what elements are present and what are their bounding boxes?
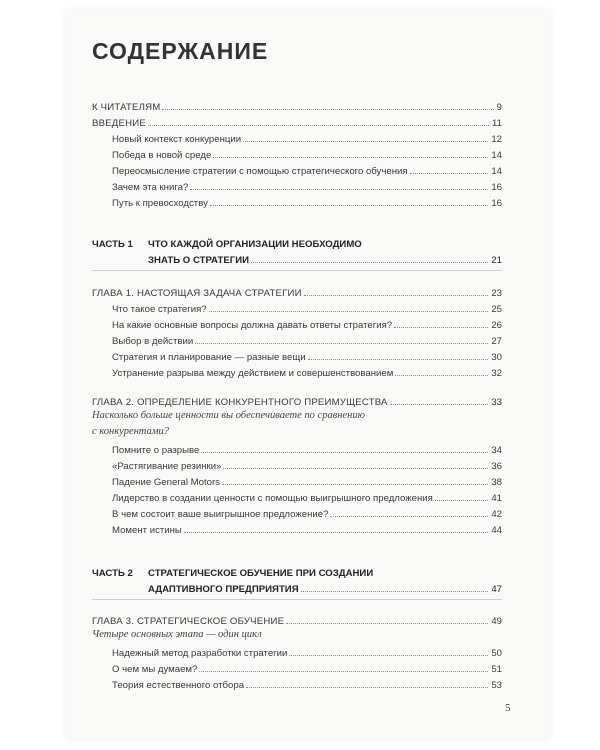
toc-subentry bbox=[92, 129, 502, 145]
toc-subentry bbox=[92, 456, 502, 472]
toc-chapter-3 bbox=[92, 611, 502, 691]
dot-leader bbox=[251, 262, 488, 263]
toc-subentry bbox=[92, 643, 502, 659]
toc-entry-label: Новый контекст конкуренции bbox=[112, 134, 242, 145]
part-title-line-2: АДАПТИВНОГО ПРЕДПРИЯТИЯ bbox=[148, 584, 299, 595]
toc-entry-label: Переосмысление стратегии с помощью стратегического обучения bbox=[112, 166, 408, 177]
toc-subentry bbox=[92, 472, 502, 488]
dot-leader bbox=[289, 655, 488, 656]
chapter-subtitle-line-2: с конкурентами? bbox=[92, 426, 169, 437]
toc-entry-label: Помните о разрыве bbox=[112, 445, 200, 456]
dot-leader bbox=[304, 295, 489, 296]
toc-part-2 bbox=[92, 563, 502, 606]
page-title: СОДЕРЖАНИЕ bbox=[92, 38, 269, 64]
divider bbox=[92, 270, 502, 271]
toc-entry-page: 23 bbox=[491, 288, 502, 299]
toc-entry-page: 14 bbox=[491, 166, 502, 177]
chapter-heading bbox=[92, 392, 502, 408]
chapter-heading bbox=[92, 283, 502, 299]
toc-entry-label: В чем состоит ваше выигрышное предложение? bbox=[112, 509, 329, 520]
toc-entry-page: 32 bbox=[491, 368, 502, 379]
dot-leader bbox=[184, 532, 489, 533]
dot-leader bbox=[210, 205, 488, 206]
toc-entry-label: Путь к превосходству bbox=[112, 198, 208, 209]
dot-leader bbox=[390, 404, 489, 405]
page-number: 5 bbox=[505, 702, 511, 714]
toc-entry-page: 51 bbox=[491, 664, 502, 675]
part-number: ЧАСТЬ 1 bbox=[92, 239, 133, 250]
toc-entry-label: О чем мы думаем? bbox=[112, 664, 198, 675]
chapter-heading bbox=[92, 611, 502, 627]
toc-entry-page: 21 bbox=[491, 255, 502, 266]
toc-chapter-1 bbox=[92, 283, 502, 379]
dot-leader bbox=[195, 343, 488, 344]
toc-entry-page: 49 bbox=[491, 616, 502, 627]
toc-entry-label: На какие основные вопросы должна давать ответы стратегия? bbox=[112, 320, 393, 331]
dot-leader bbox=[246, 687, 488, 688]
toc-subentry bbox=[92, 315, 502, 331]
toc-entry-label: Устранение разрыва между действием и совершенствованием bbox=[112, 368, 394, 379]
toc-entry-page: 50 bbox=[491, 648, 502, 659]
dot-leader bbox=[301, 591, 489, 592]
dot-leader bbox=[223, 468, 488, 469]
toc-entry-label: Победа в новой среде bbox=[112, 150, 212, 161]
toc-entry-label: ГЛАВА 3. СТРАТЕГИЧЕСКОЕ ОБУЧЕНИЕ bbox=[92, 616, 285, 627]
toc-entry-label: ГЛАВА 1. НАСТОЯЩАЯ ЗАДАЧА СТРАТЕГИИ bbox=[92, 288, 302, 299]
toc-entry-label: Стратегия и планирование — разные вещи bbox=[112, 352, 306, 363]
dot-leader bbox=[222, 484, 488, 485]
part-title-line-1: ЧТО КАЖДОЙ ОРГАНИЗАЦИИ НЕОБХОДИМО bbox=[148, 239, 362, 250]
toc-chapter-2 bbox=[92, 392, 502, 536]
toc-subentry bbox=[92, 193, 502, 209]
chapter-subtitle: Четыре основных этапа — один цикл bbox=[92, 629, 262, 640]
toc-entry bbox=[92, 113, 502, 129]
dot-leader bbox=[308, 359, 489, 360]
toc-entry-page: 26 bbox=[491, 320, 502, 331]
toc-subentry bbox=[92, 440, 502, 456]
dot-leader bbox=[148, 125, 489, 126]
toc-subentry bbox=[92, 299, 502, 315]
dot-leader bbox=[213, 157, 488, 158]
dot-leader bbox=[162, 109, 493, 110]
toc-subentry bbox=[92, 659, 502, 675]
toc-entry-page: 38 bbox=[491, 477, 502, 488]
toc-entry-page: 30 bbox=[491, 352, 502, 363]
toc-entry-page: 34 bbox=[491, 445, 502, 456]
toc-subentry bbox=[92, 675, 502, 691]
dot-leader bbox=[394, 327, 488, 328]
toc-entry-page: 36 bbox=[491, 461, 502, 472]
toc-entry-label: Зачем эта книга? bbox=[112, 182, 189, 193]
toc-entry-page: 44 bbox=[491, 525, 502, 536]
toc-entry-page: 53 bbox=[491, 680, 502, 691]
dot-leader bbox=[395, 375, 488, 376]
toc-subentry bbox=[92, 504, 502, 520]
toc-entry-page: 12 bbox=[491, 134, 502, 145]
dot-leader bbox=[199, 671, 488, 672]
toc-entry-label: Выбор в действии bbox=[112, 336, 194, 347]
toc-entry-page: 41 bbox=[491, 493, 502, 504]
toc-entry bbox=[92, 97, 502, 113]
toc-subentry bbox=[92, 363, 502, 379]
toc-entry-page: 47 bbox=[491, 584, 502, 595]
dot-leader bbox=[243, 141, 488, 142]
dot-leader bbox=[435, 500, 488, 501]
dot-leader bbox=[190, 189, 488, 190]
dot-leader bbox=[410, 173, 489, 174]
toc-entry-page: 27 bbox=[491, 336, 502, 347]
toc-subentry bbox=[92, 347, 502, 363]
toc-entry-page: 16 bbox=[491, 198, 502, 209]
toc-part-1 bbox=[92, 234, 502, 277]
dot-leader bbox=[209, 311, 489, 312]
part-title-line-2: ЗНАТЬ О СТРАТЕГИИ bbox=[148, 255, 249, 266]
toc-entry-label: К ЧИТАТЕЛЯМ bbox=[92, 102, 161, 113]
toc-subentry bbox=[92, 520, 502, 536]
dot-leader bbox=[201, 452, 488, 453]
toc-entry-page: 14 bbox=[491, 150, 502, 161]
toc-entry-label: Надежный метод разработки стратегии bbox=[112, 648, 288, 659]
toc-entry-page: 42 bbox=[491, 509, 502, 520]
part-heading bbox=[92, 234, 502, 266]
toc-entry-label: Момент истины bbox=[112, 525, 182, 536]
part-heading bbox=[92, 563, 502, 595]
toc-entry-page: 16 bbox=[491, 182, 502, 193]
part-title-line-1: СТРАТЕГИЧЕСКОЕ ОБУЧЕНИЕ ПРИ СОЗДАНИИ bbox=[148, 568, 374, 579]
toc-entry-label: Падение General Motors bbox=[112, 477, 220, 488]
toc-entry-label: «Растягивание резинки» bbox=[112, 461, 222, 472]
toc-entry-label: Теория естественного отбора bbox=[112, 680, 245, 691]
toc-entry-label: ВВЕДЕНИЕ bbox=[92, 118, 146, 129]
toc-subentry bbox=[92, 161, 502, 177]
part-number: ЧАСТЬ 2 bbox=[92, 568, 133, 579]
toc-entry-label: Что такое стратегия? bbox=[112, 304, 207, 315]
toc-entry-label: ГЛАВА 2. ОПРЕДЕЛЕНИЕ КОНКУРЕНТНОГО ПРЕИМУЩЕСТВА bbox=[92, 397, 388, 408]
toc-entry-page: 25 bbox=[491, 304, 502, 315]
divider bbox=[92, 599, 502, 600]
toc-entry-page: 11 bbox=[492, 118, 502, 129]
toc-entry-page: 9 bbox=[496, 102, 502, 113]
toc-subentry bbox=[92, 331, 502, 347]
toc-entry-page: 33 bbox=[491, 397, 502, 408]
toc-subentry bbox=[92, 488, 502, 504]
dot-leader bbox=[330, 516, 488, 517]
dot-leader bbox=[286, 623, 488, 624]
toc-entry-label: Лидерство в создании ценности с помощью выигрышного предложения bbox=[112, 493, 433, 504]
toc-front-section bbox=[92, 97, 502, 209]
toc-subentry bbox=[92, 177, 502, 193]
toc-subentry bbox=[92, 145, 502, 161]
chapter-subtitle-line-1: Насколько больше ценности вы обеспечиваете по сравнению bbox=[92, 410, 365, 421]
